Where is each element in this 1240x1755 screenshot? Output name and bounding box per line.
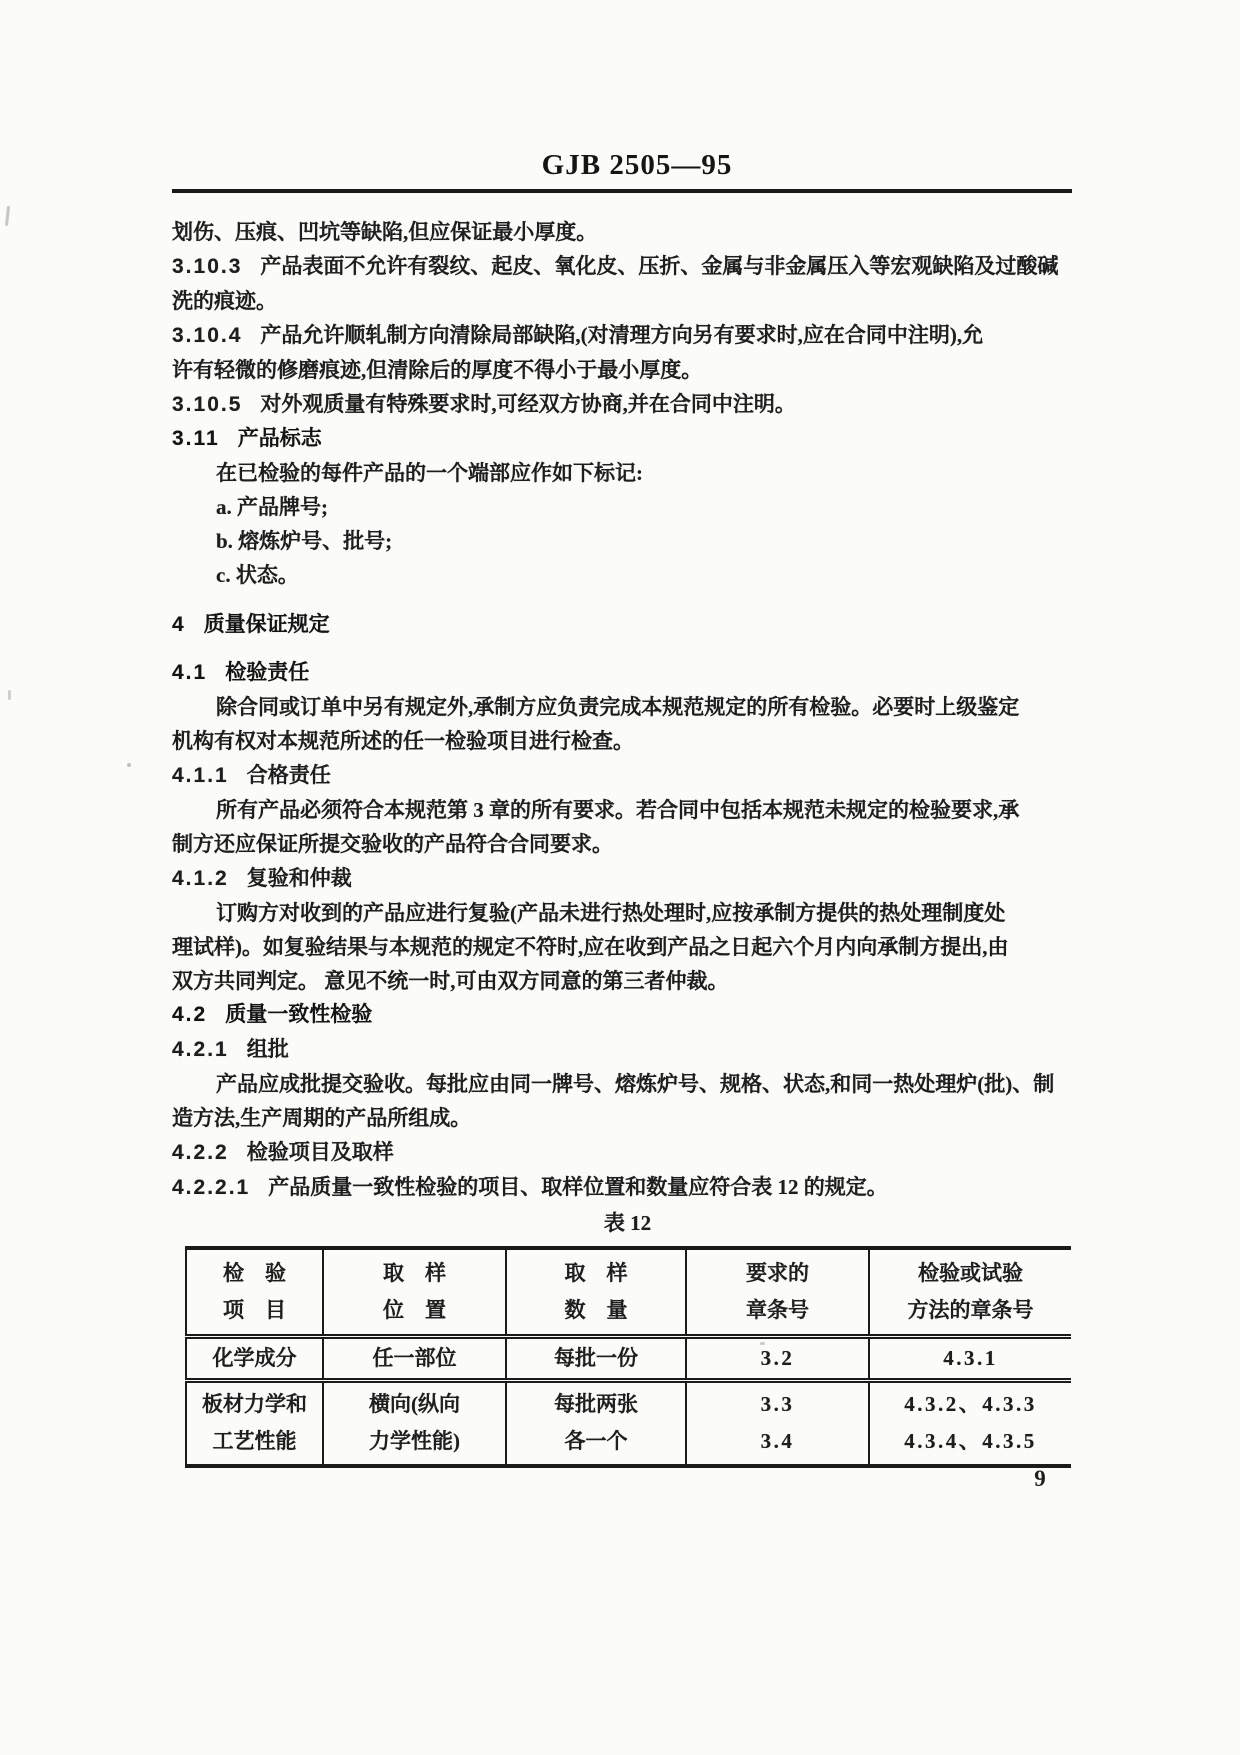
clause-number: 4.1.2 [172, 867, 229, 890]
list-item-a [172, 490, 1082, 524]
clause-3-10-5 [172, 387, 1082, 422]
body-line [172, 284, 1082, 318]
cell-line: 4.3.4、4.3.5 [904, 1429, 1037, 1454]
heading-4-2-2 [172, 1135, 1082, 1170]
clause-3-10-4 [172, 318, 1082, 353]
header-line: 章条号 [746, 1297, 809, 1322]
body-line [172, 1101, 1082, 1135]
line-text: 理试样)。如复验结果与本规范的规定不符时,应在收到产品之日起六个月内向承制方提出,由 [172, 935, 1009, 959]
document-number: GJB 2505—95 [541, 149, 733, 181]
header-line: 数 量 [564, 1297, 628, 1322]
cell-line: 每批两张 [554, 1392, 638, 1417]
header-line: 检验或试验 [918, 1260, 1023, 1285]
cell-line: 横向(纵向 [369, 1392, 460, 1417]
heading-4-1-1 [172, 758, 1082, 793]
cell-line: 各一个 [564, 1429, 628, 1454]
body-line [172, 1067, 1082, 1101]
header-cell-position [323, 1248, 506, 1336]
line-text: 订购方对收到的产品应进行复验(产品未进行热处理时,应按承制方提供的热处理制度处 [216, 901, 1006, 925]
line-text: c. 状态。 [216, 563, 299, 587]
table-row-chemical [186, 1336, 1071, 1380]
table-header-row [186, 1248, 1071, 1336]
body-line [172, 930, 1082, 964]
cell-line: 3.3 [760, 1392, 795, 1417]
cell-position [323, 1380, 506, 1466]
heading-4-2 [172, 998, 1082, 1032]
line-text: a. 产品牌号; [216, 495, 328, 519]
body-line [172, 896, 1082, 930]
line-text: 机构有权对本规范所述的任一检验项目进行检查。 [172, 729, 634, 753]
cell-line: 3.4 [760, 1429, 795, 1454]
header-cell-quantity [506, 1248, 686, 1336]
clause-number: 3.10.5 [172, 393, 243, 416]
heading-4-2-1 [172, 1032, 1082, 1067]
line-text: 对外观质量有特殊要求时,可经双方协商,并在合同中注明。 [260, 392, 796, 416]
clause-number: 4 [172, 613, 186, 636]
header-rule [172, 189, 1072, 193]
line-text: 所有产品必须符合本规范第 3 章的所有要求。若合同中包括本规范未规定的检验要求,承 [216, 798, 1020, 822]
line-text: 双方共同判定。 意见不统一时,可由双方同意的第三者仲裁。 [172, 969, 729, 993]
line-text: 产品质量一致性检验的项目、取样位置和数量应符合表 12 的规定。 [268, 1175, 888, 1199]
clause-number: 4.2 [172, 1003, 208, 1026]
cell-method-clause: 4.3.1 [869, 1336, 1071, 1380]
body-line [172, 215, 1082, 249]
line-text: 许有轻微的修磨痕迹,但清除后的厚度不得小于最小厚度。 [172, 358, 703, 382]
clause-number: 4.2.2 [172, 1141, 229, 1164]
body-line [172, 690, 1082, 724]
clause-number: 3.11 [172, 427, 220, 450]
line-text: 除合同或订单中另有规定外,承制方应负责完成本规范规定的所有检验。必要时上级鉴定 [216, 695, 1020, 719]
heading-4-1-2 [172, 861, 1082, 896]
scan-artifact [5, 206, 10, 226]
table-caption: 表 12 [603, 1211, 652, 1235]
heading-4-2-2-1 [172, 1170, 1082, 1205]
cell-quantity [506, 1380, 686, 1466]
line-text: 产品允许顺轧制方向清除局部缺陷,(对清理方向另有要求时,应在合同中注明),允 [260, 323, 984, 347]
header-line: 位 置 [383, 1297, 446, 1322]
heading-text: 产品标志 [237, 427, 322, 450]
heading-text: 质量保证规定 [203, 613, 330, 636]
header-line: 取 样 [383, 1260, 446, 1285]
header-cell-item [186, 1248, 323, 1336]
line-text: b. 熔炼炉号、批号; [216, 529, 393, 553]
body-line [172, 353, 1082, 387]
clause-number: 4.2.2.1 [172, 1176, 251, 1199]
body-line [172, 827, 1082, 861]
header-cell-requirement [686, 1248, 869, 1336]
line-text: 产品表面不允许有裂纹、起皮、氧化皮、压折、金属与非金属压入等宏观缺陷及过酸碱 [260, 254, 1059, 278]
cell-line: 力学性能) [369, 1429, 460, 1454]
body-line [172, 964, 1082, 998]
line-text: 制方还应保证所提交验收的产品符合合同要求。 [172, 832, 613, 856]
clause-number: 4.1 [172, 661, 208, 684]
line-text: 复验和仲裁 [246, 866, 352, 890]
line-text: 合格责任 [246, 763, 331, 787]
heading-4-1 [172, 656, 1082, 690]
line-text: 组批 [246, 1037, 289, 1061]
header-cell-method [869, 1248, 1071, 1336]
page-number: 9 [1034, 1466, 1046, 1491]
header-line: 方法的章条号 [907, 1297, 1034, 1322]
scan-artifact [8, 690, 11, 700]
header-line: 检 验 [223, 1260, 286, 1285]
scan-artifact [760, 1342, 765, 1345]
cell-line: 工艺性能 [212, 1429, 297, 1454]
clause-number: 4.1.1 [172, 764, 229, 787]
inspection-table [185, 1246, 1071, 1468]
line-text: 产品应成批提交验收。每批应由同一牌号、熔炼炉号、规格、状态,和同一热处理炉(批)、制 [216, 1072, 1055, 1096]
clause-number: 3.10.3 [172, 255, 243, 278]
heading-3-11 [172, 422, 1082, 456]
clause-3-10-3 [172, 249, 1082, 284]
list-item-b [172, 524, 1082, 558]
heading-text: 检验责任 [225, 661, 310, 684]
cell-req-clause: 3.2 [686, 1336, 869, 1380]
cell-position: 任一部位 [323, 1336, 506, 1380]
line-text: 检验项目及取样 [246, 1140, 394, 1164]
cell-item: 化学成分 [186, 1336, 323, 1380]
header-line: 取 样 [564, 1260, 628, 1285]
cell-line: 板材力学和 [202, 1392, 307, 1417]
header-line: 要求的 [746, 1260, 809, 1285]
body-line [172, 724, 1082, 758]
body-line [172, 793, 1082, 827]
heading-4 [172, 608, 1082, 642]
cell-quantity: 每批一份 [506, 1336, 686, 1380]
line-text: 划伤、压痕、凹坑等缺陷,但应保证最小厚度。 [172, 220, 598, 244]
scan-artifact [127, 763, 131, 767]
header-line: 项 目 [223, 1297, 286, 1322]
line-text: 在已检验的每件产品的一个端部应作如下标记: [216, 461, 643, 485]
table-row-mechanical [186, 1380, 1071, 1466]
cell-item [186, 1380, 323, 1466]
clause-number: 3.10.4 [172, 324, 243, 347]
line-text: 造方法,生产周期的产品所组成。 [172, 1106, 472, 1130]
line-text: 洗的痕迹。 [172, 289, 277, 313]
document-body [172, 215, 1082, 1468]
cell-req-clause [686, 1380, 869, 1466]
clause-number: 4.2.1 [172, 1038, 229, 1061]
body-line [172, 456, 1082, 490]
cell-method-clause [869, 1380, 1071, 1466]
cell-line: 4.3.2、4.3.3 [904, 1392, 1037, 1417]
heading-text: 质量一致性检验 [225, 1003, 373, 1026]
list-item-c [172, 558, 1082, 592]
